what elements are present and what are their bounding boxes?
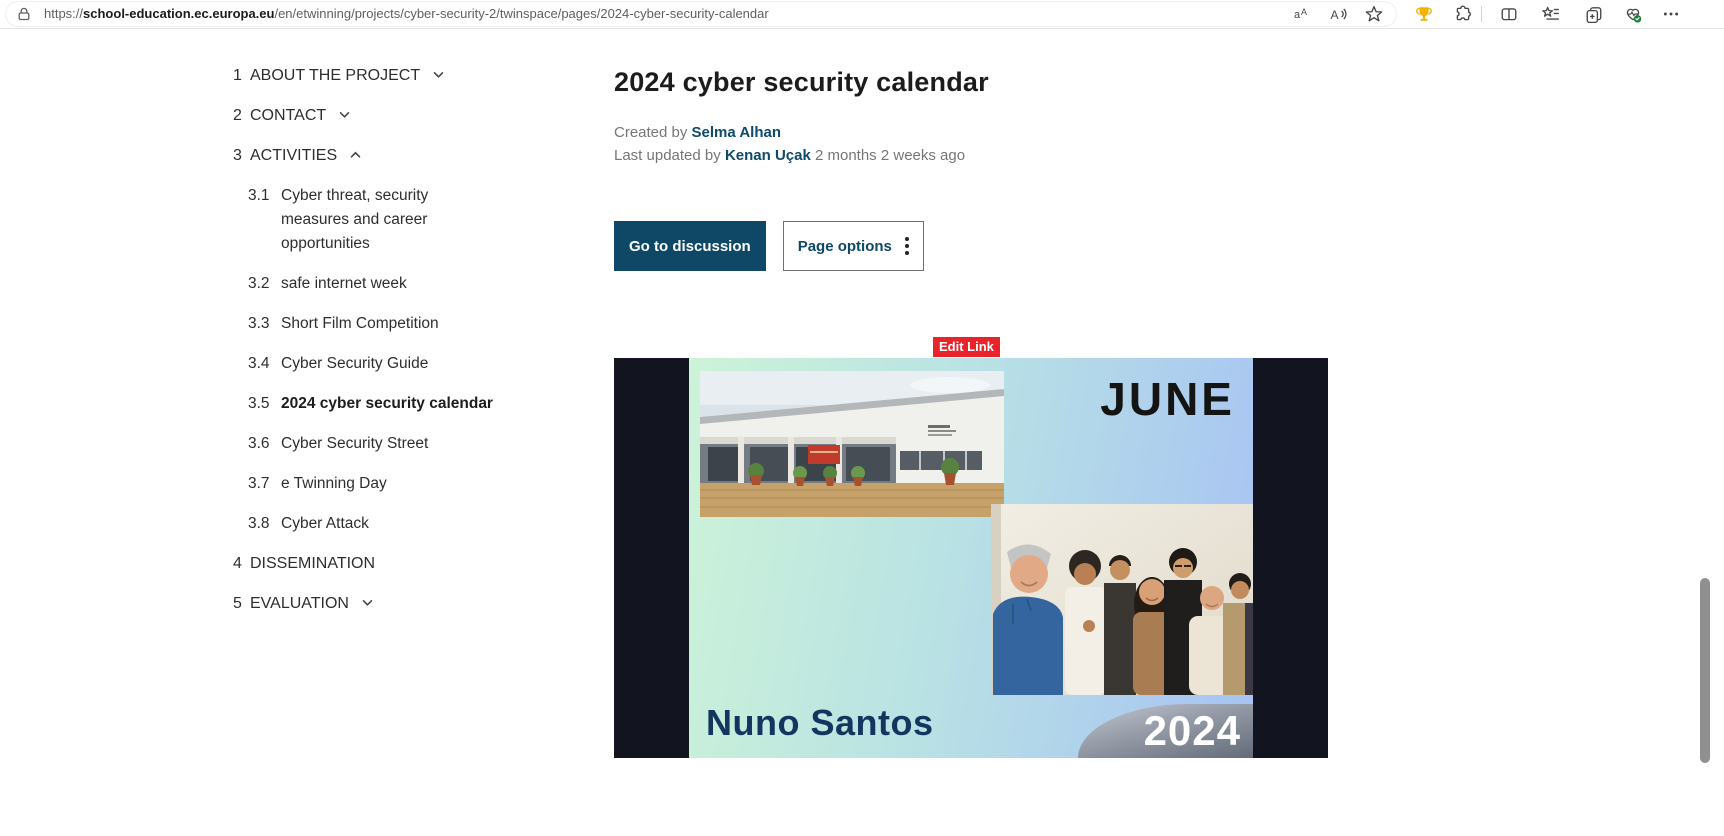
nav-number: 3.3: [248, 315, 270, 332]
page-meta: [614, 121, 1328, 167]
url-scheme: https://: [44, 6, 84, 21]
sidebar-item-safe-internet-week[interactable]: [233, 272, 513, 296]
read-aloud-icon[interactable]: [1329, 5, 1347, 23]
extensions-icon[interactable]: [1454, 5, 1472, 23]
page-content: [0, 29, 1724, 836]
calendar-author-label: Nuno Santos: [706, 702, 934, 743]
nav-number: 5: [233, 595, 242, 612]
nav-number: 3.8: [248, 515, 270, 532]
updated-by-line: [614, 144, 1328, 167]
nav-number: 2: [233, 107, 242, 124]
updated-by-link[interactable]: Kenan Uçak: [724, 147, 811, 164]
action-buttons: [614, 221, 1328, 271]
svg-text:A: A: [1330, 8, 1339, 22]
favorite-star-icon[interactable]: [1365, 5, 1383, 23]
chevron-down-icon: [362, 599, 373, 607]
sidebar-item-dissemination[interactable]: [233, 552, 513, 576]
page-title: 2024 cyber security calendar: [614, 67, 989, 97]
sidebar-item-2024-cyber-security-calendar[interactable]: [233, 392, 513, 416]
browser-toolbar: [0, 0, 1724, 29]
sidebar-item-etwinning-day[interactable]: [233, 472, 513, 496]
updated-by-label: Last updated by: [614, 147, 721, 164]
nav-number: 3.6: [248, 435, 270, 452]
nav-number: 3: [233, 147, 242, 164]
nav-label: Short Film Competition: [281, 315, 439, 332]
nav-label: Cyber Security Guide: [281, 355, 429, 372]
sidebar-item-contact[interactable]: [233, 104, 513, 128]
calendar-month-label: JUNE: [1100, 373, 1235, 425]
browser-essentials-icon[interactable]: [1624, 5, 1642, 23]
main-content: [614, 67, 1328, 758]
nav-label: safe internet week: [281, 275, 407, 292]
rewards-icon[interactable]: [1415, 5, 1433, 23]
chevron-down-icon: [433, 71, 444, 79]
created-by-line: [614, 121, 1328, 144]
created-by-label: Created by: [614, 124, 688, 141]
split-screen-icon[interactable]: [1500, 5, 1518, 23]
calendar-year-wedge: [1078, 704, 1253, 758]
calendar-left-bar: [614, 358, 689, 758]
page-options-button[interactable]: [783, 221, 924, 271]
sidebar-item-cyber-threat[interactable]: [233, 184, 513, 256]
edit-link-badge[interactable]: Edit Link: [933, 337, 1000, 357]
favorites-list-icon[interactable]: [1542, 5, 1560, 23]
nav-label: ACTIVITIES: [250, 147, 338, 164]
page-options-label: Page options: [797, 237, 892, 255]
chevron-down-icon: [339, 111, 350, 119]
sidebar-item-activities[interactable]: [233, 144, 513, 168]
go-to-discussion-button[interactable]: Go to discussion: [614, 221, 766, 271]
nav-number: 4: [233, 555, 242, 572]
translate-icon[interactable]: [1292, 5, 1310, 23]
nav-number: 3.4: [248, 355, 270, 372]
lock-icon[interactable]: [16, 6, 32, 22]
nav-label: 2024 cyber security calendar: [281, 395, 493, 412]
sidebar-item-evaluation[interactable]: [233, 592, 513, 616]
sidebar-item-cyber-attack[interactable]: [233, 512, 513, 536]
url-domain: school-education.ec.europa.eu: [83, 6, 275, 21]
nav-number: 3.7: [248, 475, 270, 492]
kebab-menu-icon: [905, 237, 909, 255]
sidebar-item-about-the-project[interactable]: [233, 64, 513, 88]
group-photo: [991, 504, 1253, 695]
more-menu-icon[interactable]: [1662, 5, 1680, 23]
svg-text:A: A: [1301, 7, 1308, 17]
created-by-link[interactable]: Selma Alhan: [691, 124, 782, 141]
twinspace-nav: [233, 64, 513, 616]
nav-label: DISSEMINATION: [250, 555, 376, 572]
collections-icon[interactable]: [1585, 5, 1603, 23]
nav-label: e Twinning Day: [281, 475, 387, 492]
url-path: /en/etwinning/projects/cyber-security-2/twinspace/pages/2024-cyber-security-calendar: [274, 6, 769, 21]
nav-label: CONTACT: [250, 107, 327, 124]
sidebar-item-cyber-security-guide[interactable]: [233, 352, 513, 376]
sidebar-item-cyber-security-street[interactable]: [233, 432, 513, 456]
calendar-year-label: 2024: [1143, 707, 1241, 754]
nav-number: 3.5: [248, 395, 270, 412]
chevron-up-icon: [350, 151, 361, 159]
nav-label: Cyber Attack: [281, 515, 369, 532]
calendar-section: [614, 339, 1328, 758]
url-input[interactable]: [44, 0, 769, 28]
toolbar-divider: [1481, 6, 1482, 22]
calendar-content: [689, 358, 1253, 758]
nav-number: 1: [233, 67, 242, 84]
nav-label: Cyber threat, security measures and career opportunities: [281, 187, 429, 252]
sidebar-item-short-film-competition[interactable]: [233, 312, 513, 336]
nav-label: EVALUATION: [250, 595, 349, 612]
calendar-image[interactable]: [614, 358, 1328, 758]
nav-label: Cyber Security Street: [281, 435, 429, 452]
school-photo: [700, 371, 1004, 517]
svg-text:a: a: [1294, 9, 1301, 21]
updated-ago: 2 months 2 weeks ago: [814, 147, 966, 164]
nav-label: ABOUT THE PROJECT: [250, 67, 421, 84]
calendar-right-bar: [1253, 358, 1328, 758]
nav-number: 3.1: [248, 187, 270, 204]
vertical-scrollbar[interactable]: [1700, 578, 1710, 763]
nav-number: 3.2: [248, 275, 270, 292]
